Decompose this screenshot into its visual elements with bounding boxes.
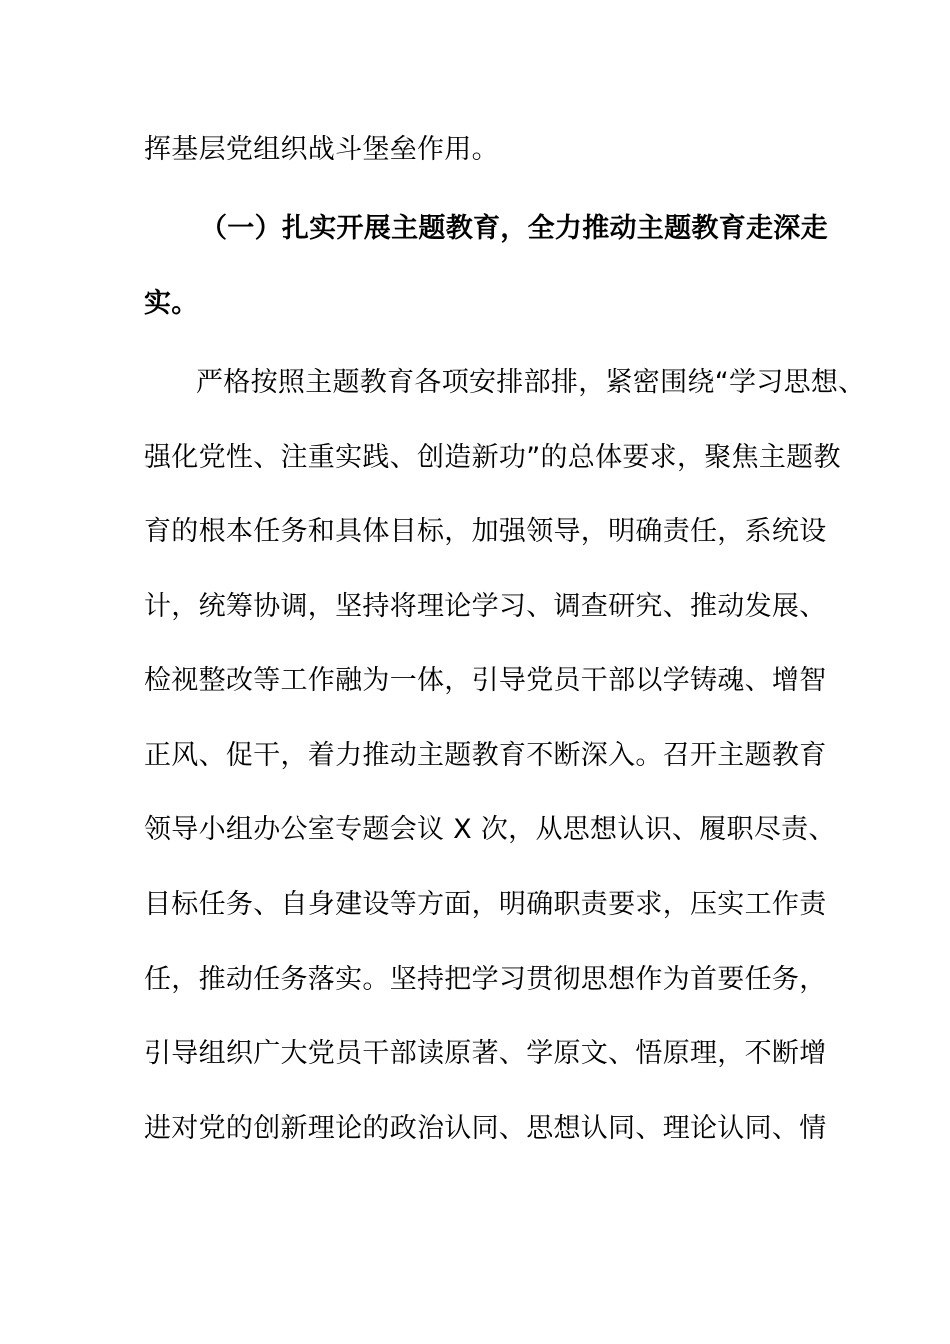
body-text-line: 引导组织广大党员干部读原著、学原文、悟原理，不断增 [144, 1038, 827, 1069]
body-text-line: 挥基层党组织战斗堡垒作用。 [144, 134, 499, 165]
body-text-line: 正风、促干，着力推动主题教育不断深入。召开主题教育 [144, 740, 827, 771]
body-text-line: 检视整改等工作融为一体，引导党员干部以学铸魂、增智 [144, 665, 827, 696]
body-text-line: 领导小组办公室专题会议 X 次，从思想认识、履职尽责、 [144, 814, 836, 845]
body-text-line: 任，推动任务落实。坚持把学习贯彻思想作为首要任务， [144, 964, 827, 995]
body-text-line: 进对党的创新理论的政治认同、思想认同、理论认同、情 [144, 1113, 827, 1144]
paragraph-first-line: 严格按照主题教育各项安排部排，紧密围绕“学习思想、 [196, 367, 866, 398]
body-text-line: 目标任务、自身建设等方面，明确职责要求，压实工作责 [144, 889, 827, 920]
body-text-line: 育的根本任务和具体目标，加强领导，明确责任，系统设 [144, 516, 827, 547]
body-text-line: 计，统筹协调，坚持将理论学习、调查研究、推动发展、 [144, 591, 827, 622]
body-text-line: 强化党性、注重实践、创造新功”的总体要求，聚焦主题教 [144, 442, 841, 473]
section-heading-line: 实。 [144, 288, 199, 319]
section-heading-line: （一）扎实开展主题教育，全力推动主题教育走深走 [200, 213, 828, 244]
